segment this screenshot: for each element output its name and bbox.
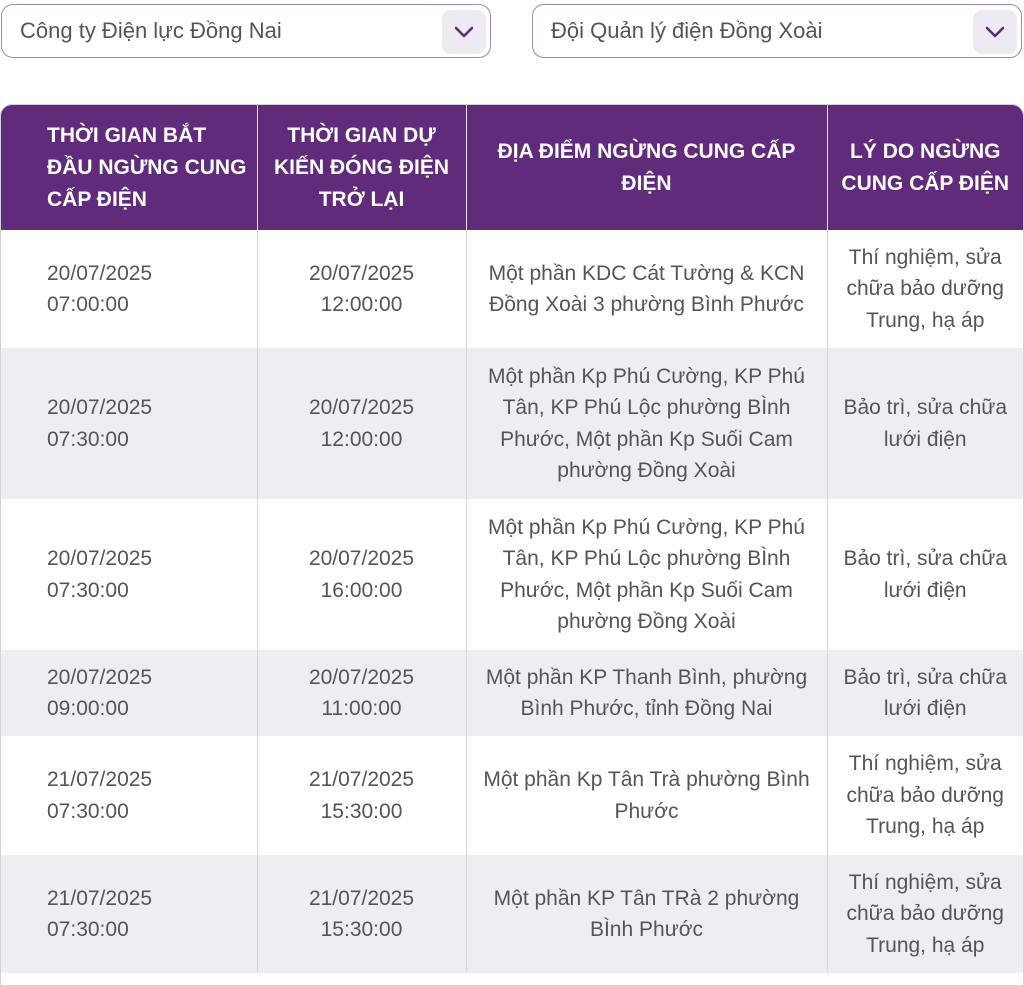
start-date: 20/07/2025 — [47, 261, 153, 285]
end-date: 21/07/2025 — [308, 768, 415, 791]
start-date: 20/07/2025 — [47, 665, 153, 689]
table-row — [1, 499, 1023, 650]
restore-time-cell — [257, 855, 466, 973]
reason-cell: Thí nghiệm, sửa chữa bảo dưỡng Trung, hạ áp — [827, 855, 1023, 973]
outage-table — [0, 104, 1024, 986]
end-time: 12:00:00 — [320, 293, 403, 316]
chevron-down-icon[interactable] — [973, 10, 1017, 54]
start-time-cell — [1, 736, 257, 855]
reason-cell: Bảo trì, sửa chữa lưới điện — [843, 547, 1008, 602]
end-time: 12:00:00 — [320, 427, 403, 451]
start-time-cell — [1, 499, 257, 650]
restore-time-cell — [257, 499, 466, 650]
header-restore-time: THỜI GIAN DỰ KIẾN ĐÓNG ĐIỆN TRỞ LẠI — [257, 105, 466, 230]
start-time-cell — [1, 348, 257, 499]
start-time-cell — [1, 230, 257, 348]
table-row — [1, 230, 1023, 348]
unit-select[interactable] — [532, 4, 1022, 58]
end-time: 15:30:00 — [320, 918, 403, 941]
table-row — [1, 855, 1023, 973]
location-cell: Một phần Kp Phú Cường, KP Phú Tân, KP Phú Lộc phường BÌnh Phước, Một phần Kp Suối Cam phường Đồng Xoài — [466, 348, 827, 499]
end-time: 15:30:00 — [320, 799, 403, 823]
start-date: 20/07/2025 — [47, 547, 153, 570]
start-time-cell — [1, 855, 257, 973]
start-date: 21/07/2025 — [47, 886, 153, 910]
end-time: 11:00:00 — [321, 697, 402, 720]
header-start-time: THỜI GIAN BẮT ĐẦU NGỪNG CUNG CẤP ĐIỆN — [1, 105, 257, 230]
header-reason: LÝ DO NGỪNG CUNG CẤP ĐIỆN — [827, 105, 1023, 230]
unit-select-value: Đội Quản lý điện Đồng Xoài — [551, 18, 823, 43]
company-select[interactable] — [1, 4, 491, 58]
end-date: 20/07/2025 — [308, 396, 415, 419]
restore-time-cell — [257, 650, 466, 736]
start-time: 07:30:00 — [47, 918, 129, 941]
restore-time-cell — [257, 736, 466, 855]
start-time: 07:00:00 — [47, 293, 129, 316]
table-header-row — [1, 105, 1023, 230]
end-date: 21/07/2025 — [308, 886, 415, 910]
location-cell: Một phần KDC Cát Tường & KCN Đồng Xoài 3 phường Bình Phước — [466, 230, 827, 348]
start-date: 20/07/2025 — [47, 396, 153, 419]
location-cell: Một phần Kp Tân Trà phường Bình Phước — [466, 736, 827, 855]
end-date: 20/07/2025 — [308, 547, 415, 570]
start-time: 07:30:00 — [47, 799, 129, 823]
start-time: 09:00:00 — [47, 697, 129, 720]
table-row — [1, 736, 1023, 855]
reason-cell: Bảo trì, sửa chữa lưới điện — [827, 650, 1023, 736]
location-cell: Một phần KP Thanh Bình, phường Bình Phước, tỉnh Đồng Nai — [466, 650, 827, 736]
end-time: 16:00:00 — [320, 578, 403, 602]
end-date: 20/07/2025 — [308, 261, 415, 285]
chevron-down-icon[interactable] — [442, 10, 486, 54]
reason-cell: Thí nghiệm, sửa chữa bảo dưỡng Trung, hạ áp — [846, 752, 1004, 839]
table-row — [1, 348, 1023, 499]
restore-time-cell — [257, 348, 466, 499]
reason-cell: Thí nghiệm, sửa chữa bảo dưỡng Trung, hạ áp — [846, 245, 1004, 332]
company-select-value: Công ty Điện lực Đồng Nai — [20, 18, 282, 43]
restore-time-cell — [257, 230, 466, 348]
start-time-cell — [1, 650, 257, 736]
start-date: 21/07/2025 — [47, 768, 153, 791]
header-location: ĐỊA ĐIỂM NGỪNG CUNG CẤP ĐIỆN — [466, 105, 827, 230]
location-cell: Một phần KP Tân TRà 2 phường BÌnh Phước — [466, 855, 827, 973]
start-time: 07:30:00 — [47, 578, 129, 602]
location-cell: Một phần Kp Phú Cường, KP Phú Tân, KP Phú Lộc phường BÌnh Phước, Một phần Kp Suối Cam phường Đồng Xoài — [466, 499, 827, 650]
start-time: 07:30:00 — [47, 427, 129, 451]
end-date: 20/07/2025 — [308, 665, 415, 689]
table-row — [1, 650, 1023, 736]
reason-cell: Bảo trì, sửa chữa lưới điện — [827, 348, 1023, 499]
